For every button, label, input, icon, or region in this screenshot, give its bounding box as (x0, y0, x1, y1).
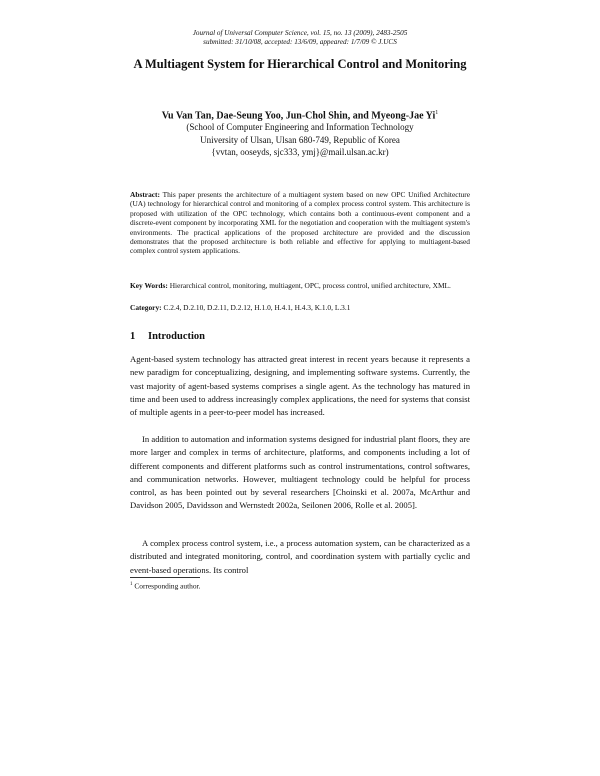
category (130, 303, 470, 312)
affiliation-line-2: University of Ulsan, Ulsan 680-749, Republic of Korea (200, 134, 400, 145)
affiliation (130, 121, 470, 159)
body-paragraph-1: Agent-based system technology has attracted great interest in recent years because it represents a new paradigm for conceptualizing, designing, and implementing software systems. Currently, the vast majority of agent-based systems comprises a single agent. As the technology has matured in time and been used to address increasingly complex applications, the need for systems that consist of multiple agents in a peer-to-peer model has increased. (130, 354, 470, 418)
footnote-mark: 1 (130, 582, 133, 587)
affiliation-line-1: (School of Computer Engineering and Information Technology (186, 122, 414, 132)
section-number: 1 (130, 331, 136, 342)
keywords-text: Hierarchical control, monitoring, multiagent, OPC, process control, unified architecture, XML. (169, 281, 451, 290)
footnote-text: Corresponding author. (134, 581, 201, 591)
keywords-label: Key Words: (130, 281, 168, 290)
footnote (130, 580, 470, 590)
affiliation-line-3: {vvtan, ooseyds, sjc333, ymj}@mail.ulsan.ac.kr) (211, 147, 389, 157)
section-heading (130, 330, 470, 343)
abstract-label: Abstract: (130, 190, 160, 199)
abstract (130, 190, 470, 256)
journal-line-2: submitted: 31/10/08, accepted: 13/6/09, appeared: 1/7/09 © J.UCS (203, 38, 397, 46)
journal-line-1: Journal of Universal Computer Science, vol. 15, no. 13 (2009), 2483-2505 (192, 29, 408, 37)
paper-title: A Multiagent System for Hierarchical Control and Monitoring (133, 57, 467, 71)
body-paragraph-2: In addition to automation and information systems designed for industrial plant floors, they are more larger and complex in terms of architecture, platforms, and components including a lot of different components and different platforms such as control instrumentations, control softwares, and communication networks. However, multiagent technology could be helpful for process control, as has been pointed out by several researchers [Choinski et al. 2007a, McArthur and Davidson 2005, Davidsson and Wernstedt 2002a, Seilonen 2006, Rolle et al. 2005]. (130, 434, 470, 511)
author-footnote-mark: 1 (435, 110, 439, 116)
category-text: C.2.4, D.2.10, D.2.11, D.2.12, H.1.0, H.4.1, H.4.3, K.1.0, L.3.1 (163, 303, 351, 312)
section-title: Introduction (148, 331, 205, 342)
footnote-divider (130, 577, 200, 578)
body-paragraph-3: A complex process control system, i.e., a process automation system, can be characterized as a distributed and integrated monitoring, control, and coordination system with partially cyclic and event-based operations. Its control (130, 538, 470, 575)
abstract-text: This paper presents the architecture of a multiagent system based on new OPC Unified Architecture (UA) technology for hierarchical control and monitoring of a complex process control system. This architecture is proposed with utilization of the OPC technology, which contains both a continuous-event component and a discrete-event component by incorporating XML for the negotiation and cooperation with the multiagent system's environments. The practical applications of the proposed architecture are provided and the discussion demonstrates that the proposed architecture is both reliable and effective for applying to multiagent-based complex control system applications. (130, 190, 470, 256)
category-label: Category: (130, 303, 162, 312)
keywords (130, 281, 470, 290)
author-names: Vu Van Tan, Dae-Seung Yoo, Jun-Chol Shin, and Myeong-Jae Yi (161, 110, 436, 122)
journal-reference (170, 29, 430, 47)
